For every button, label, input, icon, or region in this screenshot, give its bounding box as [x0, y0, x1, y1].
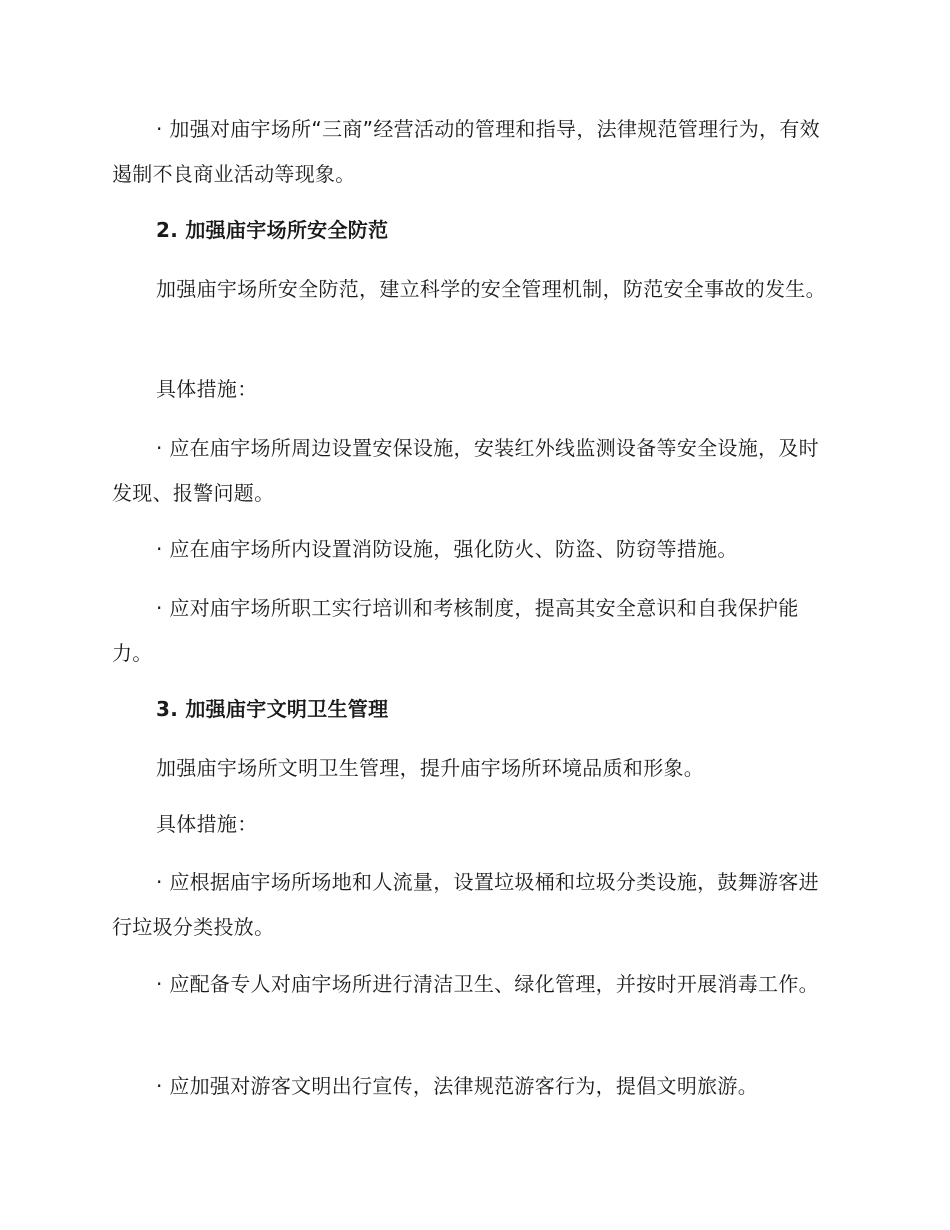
bullet-cleaning-staff: · 应配备专人对庙宇场所进行清洁卫生、绿化管理，并按时开展消毒工作。	[156, 972, 819, 996]
section-heading-2: 2. 加强庙宇场所安全防范	[156, 218, 389, 242]
bullet-merchant-management: · 加强对庙宇场所“三商”经营活动的管理和指导，法律规范管理行为，有效遏制不良商业活动等现象。	[112, 117, 820, 186]
section-3-intro: 加强庙宇场所文明卫生管理，提升庙宇场所环境品质和形象。	[156, 756, 705, 780]
bullet-fire-facilities: · 应在庙宇场所内设置消防设施，强化防火、防盗、防窃等措施。	[156, 537, 738, 561]
bullet-staff-training: · 应对庙宇场所职工实行培训和考核制度，提高其安全意识和自我保护能力。	[112, 596, 799, 665]
section-2-intro: 加强庙宇场所安全防范，建立科学的安全管理机制，防范安全事故的发生。	[156, 277, 826, 301]
section-3-measures-label: 具体措施：	[156, 812, 258, 836]
section-2-measures-label: 具体措施：	[156, 377, 258, 401]
bullet-garbage-sorting: · 应根据庙宇场所场地和人流量，设置垃圾桶和垃圾分类设施，鼓舞游客进行垃圾分类投放。	[112, 870, 819, 939]
bullet-security-facilities: · 应在庙宇场所周边设置安保设施，安装红外线监测设备等安全设施，及时发现、报警问题。	[112, 436, 819, 505]
bullet-civilized-travel: · 应加强对游客文明出行宣传，法律规范游客行为，提倡文明旅游。	[156, 1074, 759, 1098]
section-heading-3: 3. 加强庙宇文明卫生管理	[156, 697, 389, 721]
